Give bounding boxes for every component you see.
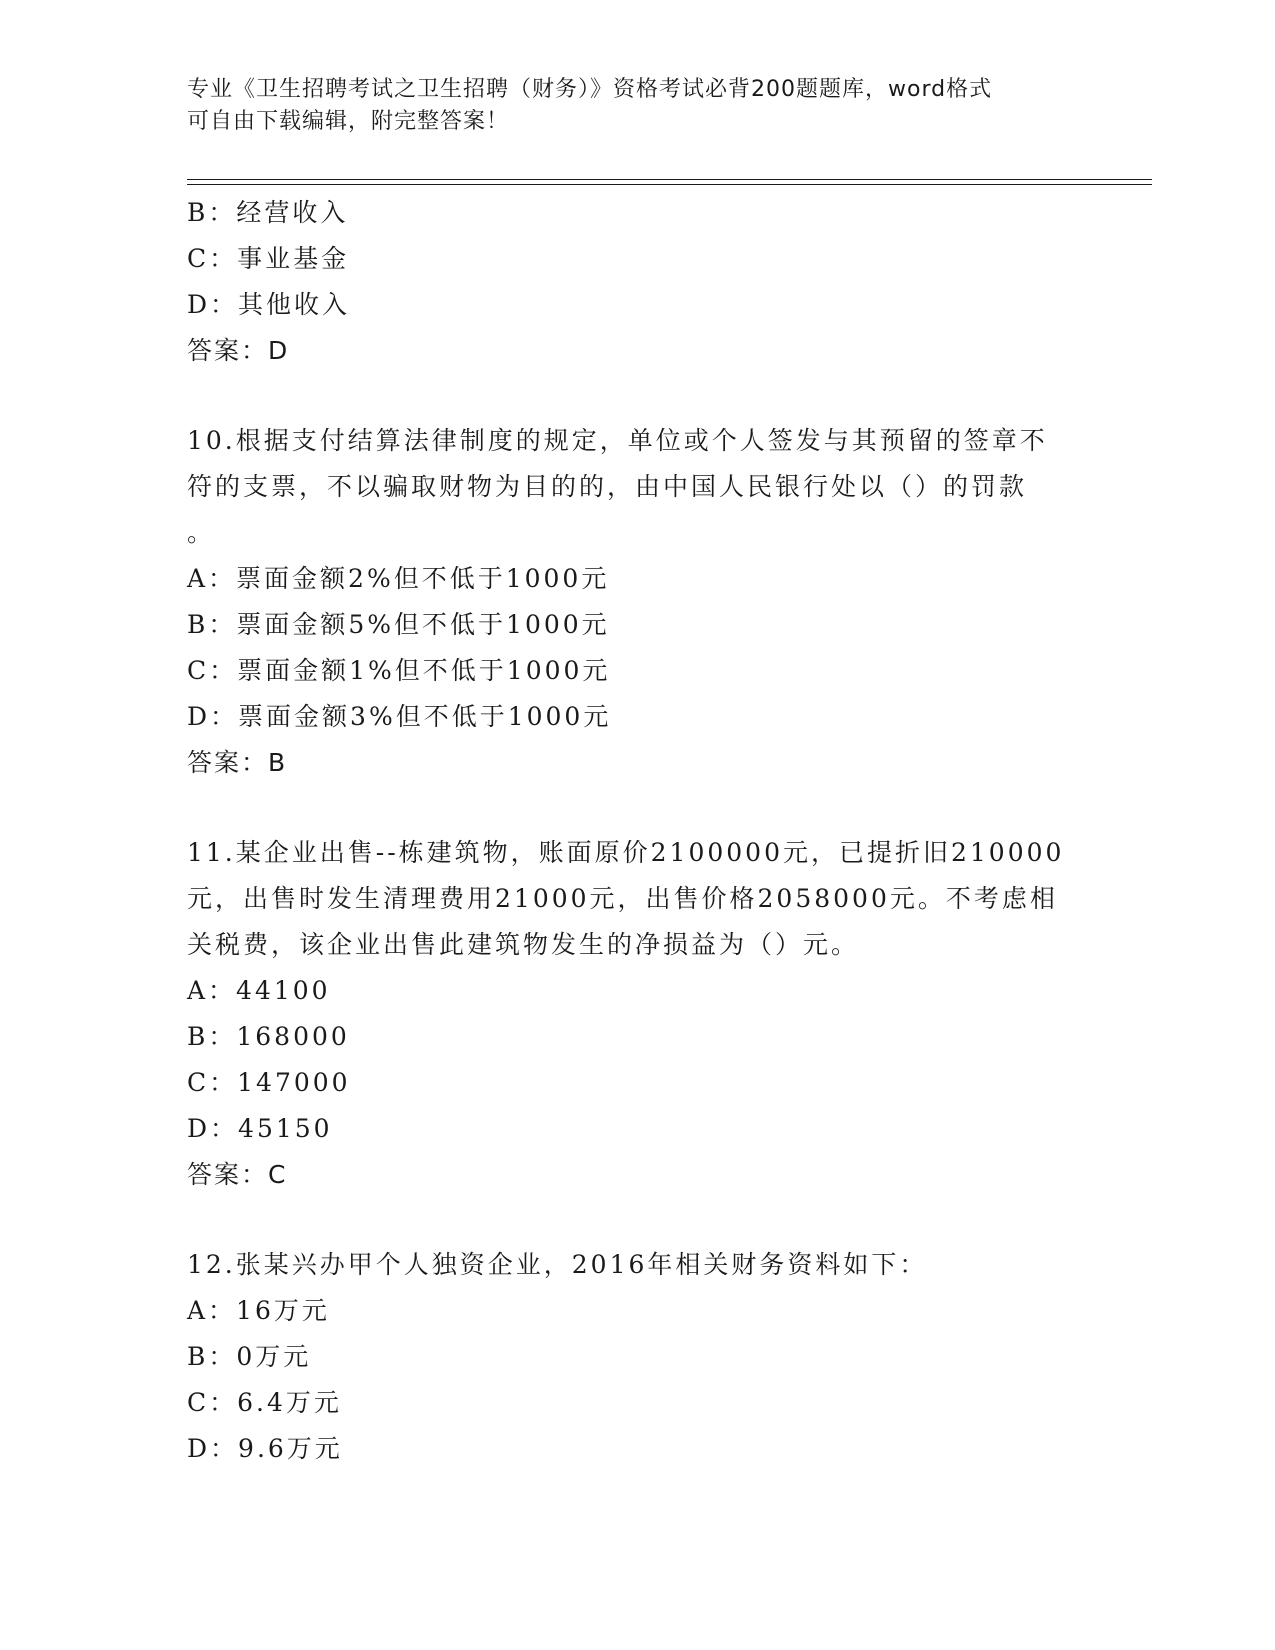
- option-a: A：44100: [187, 976, 331, 1005]
- answer-line: 答案：B: [187, 748, 288, 777]
- question-12-block: [187, 1242, 1087, 1472]
- option-d: D：9.6万元: [187, 1434, 343, 1463]
- spacer: [187, 1198, 1087, 1242]
- option-d: D：其他收入: [187, 290, 351, 319]
- option-c: C：票面金额1%但不低于1000元: [187, 656, 611, 685]
- answer-line: 答案：C: [187, 1160, 288, 1189]
- question-9-block: [187, 190, 1087, 374]
- option-b: B：168000: [187, 1022, 350, 1051]
- option-d: D：45150: [187, 1114, 333, 1143]
- option-c: C：147000: [187, 1068, 351, 1097]
- question-stem-line: 10.根据支付结算法律制度的规定，单位或个人签发与其预留的签章不: [187, 426, 1048, 455]
- option-b: B：0万元: [187, 1342, 312, 1371]
- question-stem-line: 符的支票，不以骗取财物为目的的，由中国人民银行处以（）的罚款: [187, 472, 1028, 501]
- document-body: [187, 190, 1087, 1472]
- question-stem-line: 11.某企业出售--栋建筑物，账面原价2100000元，已提折旧210000: [187, 838, 1065, 867]
- question-stem-line: 。: [187, 518, 216, 547]
- header-line-1: 专业《卫生招聘考试之卫生招聘（财务）》资格考试必背200题题库，word格式: [187, 77, 993, 102]
- question-10-block: [187, 418, 1087, 786]
- option-b: B：经营收入: [187, 198, 349, 227]
- option-d: D：票面金额3%但不低于1000元: [187, 702, 612, 731]
- question-11-block: [187, 830, 1087, 1198]
- header-divider-bottom: [187, 184, 1152, 185]
- question-stem-line: 元，出售时发生清理费用21000元，出售价格2058000元。不考虑相: [187, 884, 1058, 913]
- question-stem-line: 12.张某兴办甲个人独资企业，2016年相关财务资料如下：: [187, 1250, 928, 1279]
- header-line-2: 可自由下载编辑，附完整答案！: [187, 109, 510, 134]
- answer-line: 答案：D: [187, 336, 290, 365]
- option-c: C：6.4万元: [187, 1388, 342, 1417]
- document-header: [187, 74, 1087, 138]
- option-c: C：事业基金: [187, 244, 350, 273]
- option-a: A：票面金额2%但不低于1000元: [187, 564, 610, 593]
- option-a: A：16万元: [187, 1296, 330, 1325]
- option-b: B：票面金额5%但不低于1000元: [187, 610, 610, 639]
- spacer: [187, 786, 1087, 830]
- spacer: [187, 374, 1087, 418]
- header-divider-top: [187, 179, 1152, 180]
- question-stem-line: 关税费，该企业出售此建筑物发生的净损益为（）元。: [187, 930, 860, 959]
